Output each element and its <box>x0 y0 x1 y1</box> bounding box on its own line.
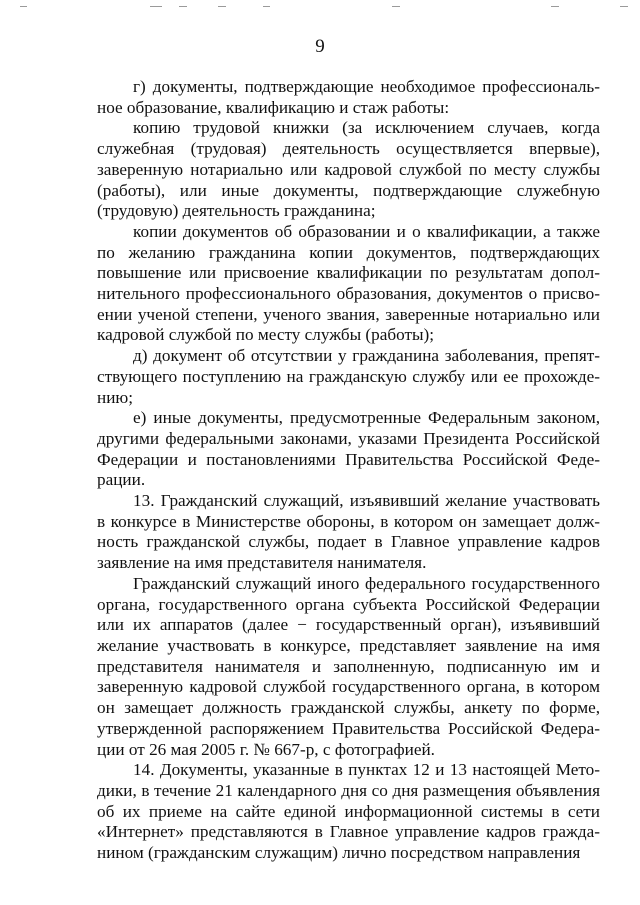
scan-mark <box>263 6 270 7</box>
paragraph-education-copies: копии документов об образовании и о квалификации, а также по желанию гражданина копии документов, подтверждающих повышение или присвоение квалификации по результатам дополнительного профессионального образования, документов о присвоении ученой степени, ученого звания, заверенные нотариально или кадровой службой по месту службы (работы); <box>97 221 600 345</box>
scan-mark <box>392 6 400 7</box>
paragraph-13-other-organ: Гражданский служащий иного федерального государственного органа, государственного органа субъекта Российской Федерации или их аппаратов (далее − государственный орган), изъявивший желание участвовать в конкурсе, представляет заявление на имя представителя нанимателя и заполненную, подписанную им и заверенную кадровой службой государственного органа, в котором он замещает должность гражданской службы, анкету по форме, утвержденной распоряжением Правительства Российской Федерации от 26 мая 2005 г. № 667-р, с фотографией. <box>97 573 600 759</box>
paragraph-e-other-documents: е) иные документы, предусмотренные Федеральным законом, другими федеральными законами, указами Президента Российской Федерации и постановлениями Правительства Российской Федерации. <box>97 408 600 490</box>
scan-mark <box>620 6 628 7</box>
scan-edge-marks <box>0 6 640 8</box>
scan-mark <box>551 6 559 7</box>
scan-mark <box>150 6 162 7</box>
scan-mark <box>20 6 27 7</box>
paragraph-employment-book: копию трудовой книжки (за исключением случаев, когда служебная (трудовая) деятельность осуществляется впервые), заверенную нотариально или кадровой службой по месту службы (работы), или иные документы, подтверждающие служебную (трудовую) деятельность гражданина; <box>97 118 600 221</box>
document-body <box>97 77 600 864</box>
page-number: 9 <box>315 36 325 57</box>
scan-mark <box>179 6 187 7</box>
paragraph-13: 13. Гражданский служащий, изъявивший желание участвовать в конкурсе в Министерстве обороны, в котором он замещает должность гражданской службы, подает в Главное управление кадров заявление на имя представителя нанимателя. <box>97 491 600 573</box>
paragraph-14: 14. Документы, указанные в пунктах 12 и 13 настоящей Методики, в течение 21 календарного дня со дня размещения объявления об их приеме на сайте единой информационной системы в сети «Интернет» представляются в Главное управление кадров гражданином (гражданским служащим) лично посредством направления <box>97 760 600 863</box>
scan-mark <box>218 6 226 7</box>
paragraph-d-health-document: д) документ об отсутствии у гражданина заболевания, препятствующего поступлению на гражданскую службу или ее прохождению; <box>97 346 600 407</box>
paragraph-g-documents: г) документы, подтверждающие необходимое профессиональное образование, квалификацию и стаж работы: <box>97 77 600 117</box>
